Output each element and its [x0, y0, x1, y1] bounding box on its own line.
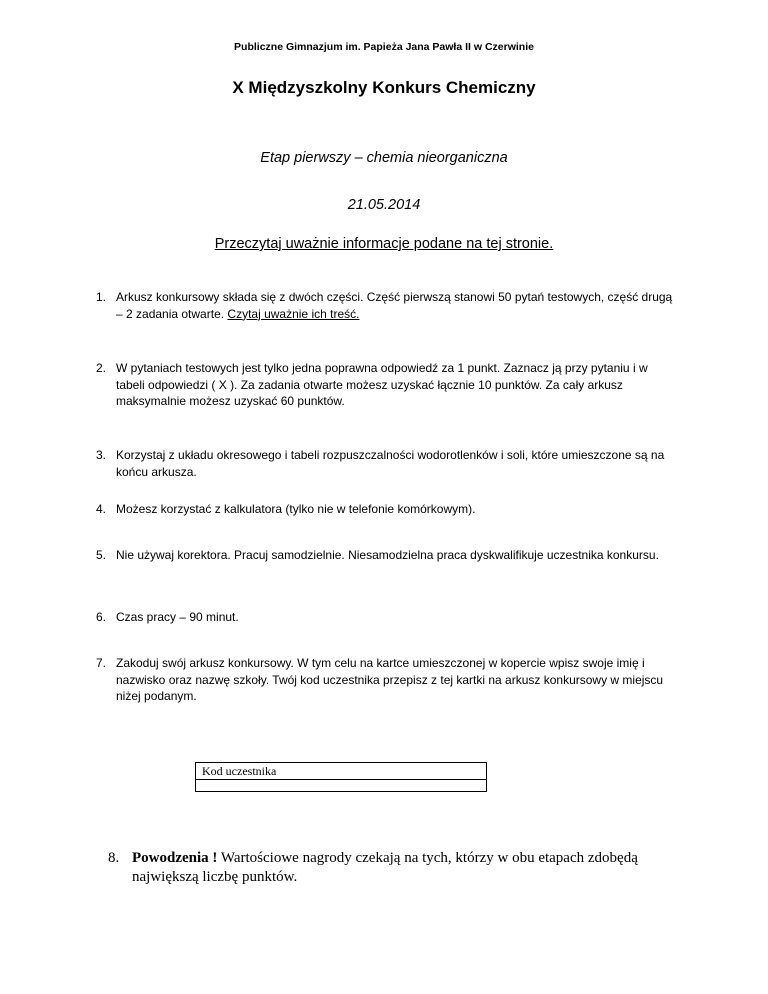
- item-text: Korzystaj z układu okresowego i tabeli rozpuszczalności wodorotlenków i soli, które umieszczone są na końcu arkusza.: [116, 448, 665, 479]
- item-number: 4.: [96, 502, 107, 516]
- instruction-item-6: [96, 609, 676, 626]
- instruction-item-5: [96, 547, 676, 564]
- instruction-item-3: [96, 447, 676, 480]
- item-number: 1.: [96, 290, 107, 304]
- contest-date: 21.05.2014: [347, 197, 421, 213]
- instruction-item-8: [108, 849, 692, 887]
- instruction-item-7: [96, 655, 676, 705]
- participant-code-label: Kod uczestnika: [196, 763, 486, 780]
- instruction-item-1: [96, 289, 676, 322]
- instruction-item-2: [96, 360, 676, 410]
- school-name: Publiczne Gimnazjum im. Papieża Jana Pawła II w Czerwinie: [234, 41, 534, 53]
- item-number: 3.: [96, 448, 107, 462]
- item-text: Możesz korzystać z kalkulatora (tylko nie w telefonie komórkowym).: [116, 502, 476, 516]
- participant-code-table: [195, 762, 487, 792]
- item-text: Nie używaj korektora. Pracuj samodzielnie. Niesamodzielna praca dyskwalifikuje uczestnika konkursu.: [116, 548, 659, 562]
- item-text: W pytaniach testowych jest tylko jedna poprawna odpowiedź za 1 punkt. Zaznacz ją przy pytaniu i w tabeli odpowiedzi ( X ). Za zadania otwarte możesz uzyskać łącznie 10 punktów. Za cały arkusz maksymalnie możesz uzyskać 60 punktów.: [116, 361, 648, 408]
- item-number: 5.: [96, 548, 107, 562]
- item-text: Arkusz konkursowy składa się z dwóch części. Część pierwszą stanowi 50 pytań testowych, część drugą – 2 zadania otwarte.: [116, 290, 673, 321]
- instruction-item-4: [96, 501, 676, 518]
- stage-subtitle: Etap pierwszy – chemia nieorganiczna: [260, 150, 508, 166]
- participant-code-field[interactable]: [196, 780, 486, 791]
- item-text: Zakoduj swój arkusz konkursowy. W tym celu na kartce umieszczonej w kopercie wpisz swoje imię i nazwisko oraz nazwę szkoły. Twój kod uczestnika przepisz z tej kartki na arkusz konkursowy w miejscu niżej podanym.: [116, 656, 664, 703]
- item-number: 7.: [96, 656, 107, 670]
- item-number: 8.: [108, 850, 120, 866]
- item-text: Czas pracy – 90 minut.: [116, 610, 239, 624]
- item-number: 2.: [96, 361, 107, 375]
- item-text: Wartościowe nagrody czekają na tych, którzy w obu etapach zdobędą największą liczbę punktów.: [132, 850, 638, 885]
- item-number: 6.: [96, 610, 107, 624]
- contest-title: X Międzyszkolny Konkurs Chemiczny: [232, 78, 536, 97]
- read-carefully-notice: Przeczytaj uważnie informacje podane na tej stronie.: [214, 236, 554, 252]
- good-luck-text: Powodzenia !: [132, 850, 218, 866]
- item-underlined-text: Czytaj uważnie ich treść.: [227, 306, 360, 321]
